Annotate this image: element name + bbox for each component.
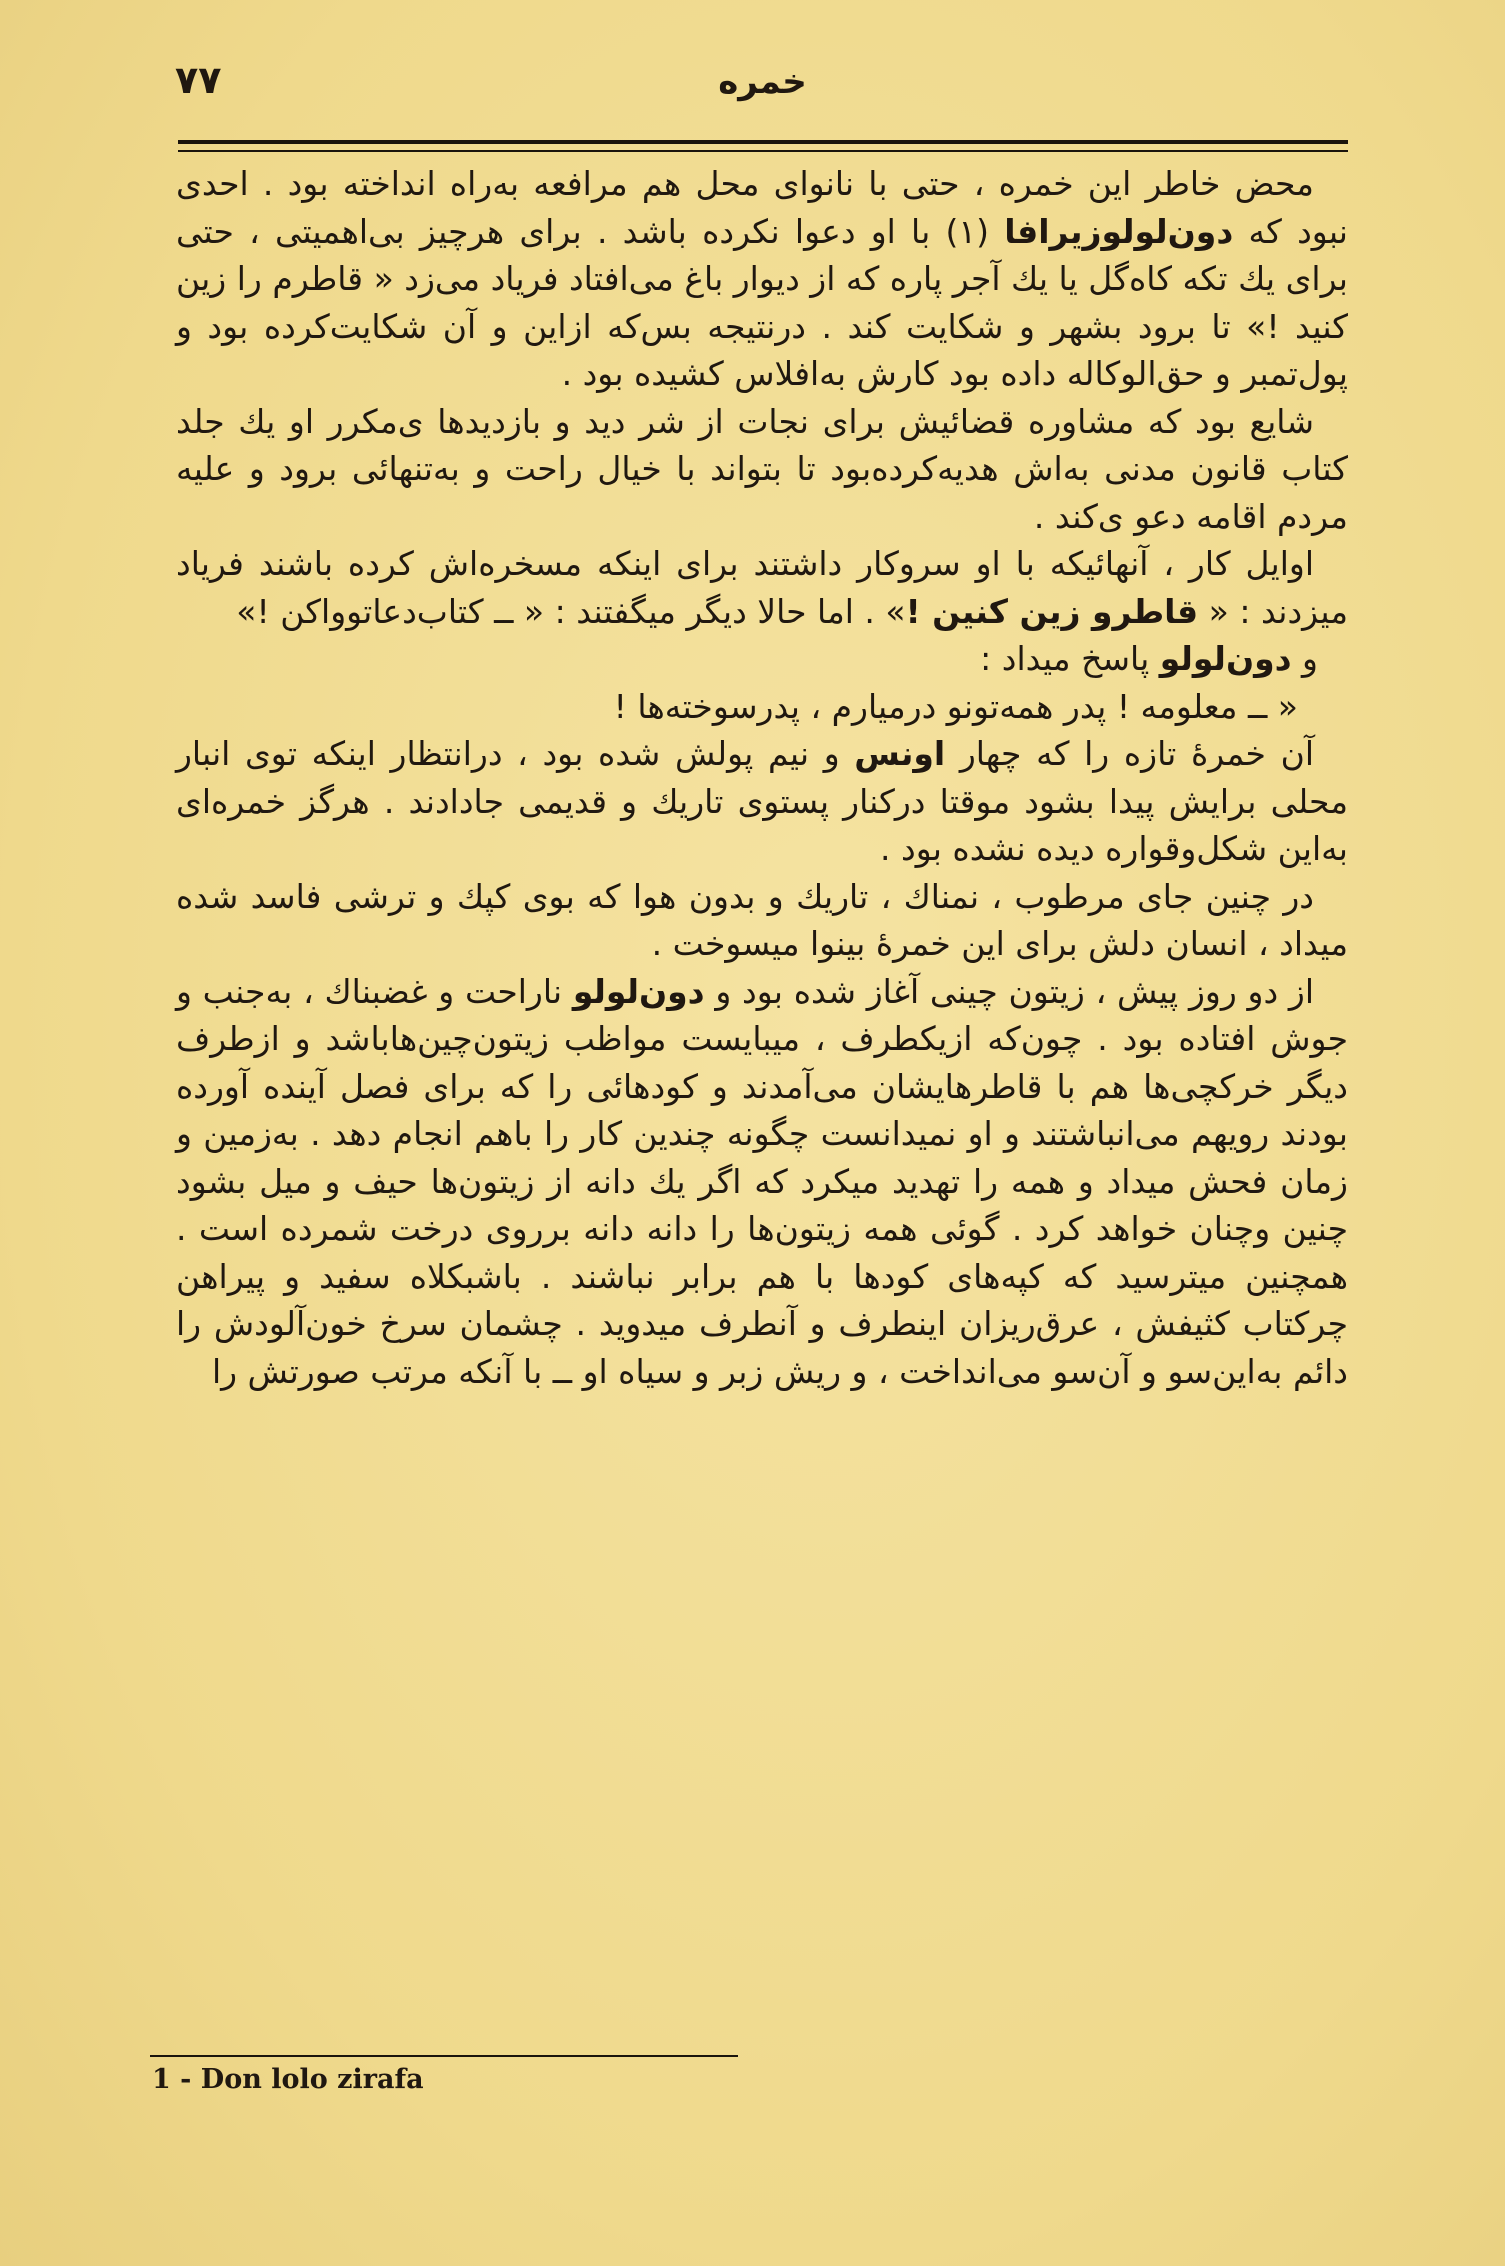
header-rule-thin xyxy=(178,150,1348,152)
paragraph: اوایل کار ، آنهائیکه با او سروکار داشتند برای اینکه مسخره‌اش کرده باشند فریاد میزدند : « قاطرو زین کنین !» . اما حالا دیگر میگفتند : « ــ کتاب‌دعاتوواکن !» xyxy=(176,544,1348,631)
paragraph: آن خمرهٔ تازه را که چهار اونس و نیم پولش شده بود ، درانتظار اینکه توی انبار محلی برایش پیدا بشود موقتا درکنار پستوی تاریك و قدیمی جادادند . هرگز خمره‌ای به‌این شکل‌وقواره دیده نشده بود . xyxy=(176,734,1348,868)
page-header xyxy=(175,58,1350,118)
paragraph: شایع بود که مشاوره قضائیش برای نجات از شر دید و بازدیدها ی‌مکرر او یك جلد کتاب قانون مدنی به‌اش هدیه‌کرده‌بود تا بتواند با خیال راحت و به‌تنهائی برود و علیه مردم اقامه دعو ی‌کند . xyxy=(176,401,1348,536)
header-rule-thick xyxy=(178,140,1348,144)
paragraph: و دون‌لولو پاسخ میداد : xyxy=(980,639,1318,678)
footnote: 1 - Don lolo zirafa xyxy=(152,2064,424,2095)
page-number: ۷۷ xyxy=(175,58,222,102)
body-text xyxy=(176,160,1348,1395)
running-title: خمره xyxy=(718,62,807,102)
paragraph: محض خاطر این خمره ، حتی با نانوای محل هم مرافعه به‌راه انداخته بود . احدی نبود که دون‌لولوزیرافا (۱) با او دعوا نکرده باشد . برای هرچیز بی‌اهمیتی ، حتی برای یك تکه کاه‌گل یا یك آجر پاره که از دیوار باغ می‌افتاد فریاد می‌زد « قاطرم را زین کنید !» تا برود بشهر و شکایت کند . درنتیجه بس‌که ازاین و آن شکایت‌کرده بود و پول‌تمبر و حق‌الوکاله داده بود کارش به‌افلاس کشیده بود . xyxy=(176,164,1348,393)
paragraph: در چنین جای مرطوب ، نمناك ، تاریك و بدون هوا که بوی کپك و ترشی فاسد شده میداد ، انسان دلش برای این خمرهٔ بینوا میسوخت . xyxy=(176,876,1348,963)
quote-line: « ــ معلومه ! پدر همه‌تونو درمیارم ، پدرسوخته‌ها ! xyxy=(613,686,1298,726)
footnote-rule xyxy=(150,2055,738,2057)
paragraph: از دو روز پیش ، زیتون چینی آغاز شده بود و دون‌لولو ناراحت و غضبناك ، به‌جنب و جوش افتاده بود . چون‌که ازیکطرف ، میبایست مواظب زیتون‌چین‌هاباشد و ازطرف دیگر خرکچی‌ها هم با قاطرهایشان می‌آمدند و کودهائی را که برای فصل آینده آورده بودند رویهم می‌انباشتند و او نمیدانست چگونه چندین کار را باهم انجام دهد . به‌زمین و زمان فحش میداد و همه را تهدید میکرد که اگر یك دانه از زیتون‌ها حیف و میل بشود چنین وچنان خواهد کرد . گوئی همه زیتون‌ها را دانه دانه برروی درخت شمرده است . همچنین میترسید که کپه‌های کودها با هم برابر نباشند . باشبکلاه سفید و پیراهن چرکتاب کثیفش ، عرق‌ریزان اینطرف و آنطرف میدوید . چشمان سرخ خون‌آلودش را دائم به‌این‌سو و آن‌سو می‌انداخت ، و ریش زبر و سیاه او ــ با آنکه مرتب صورتش را xyxy=(176,971,1348,1391)
